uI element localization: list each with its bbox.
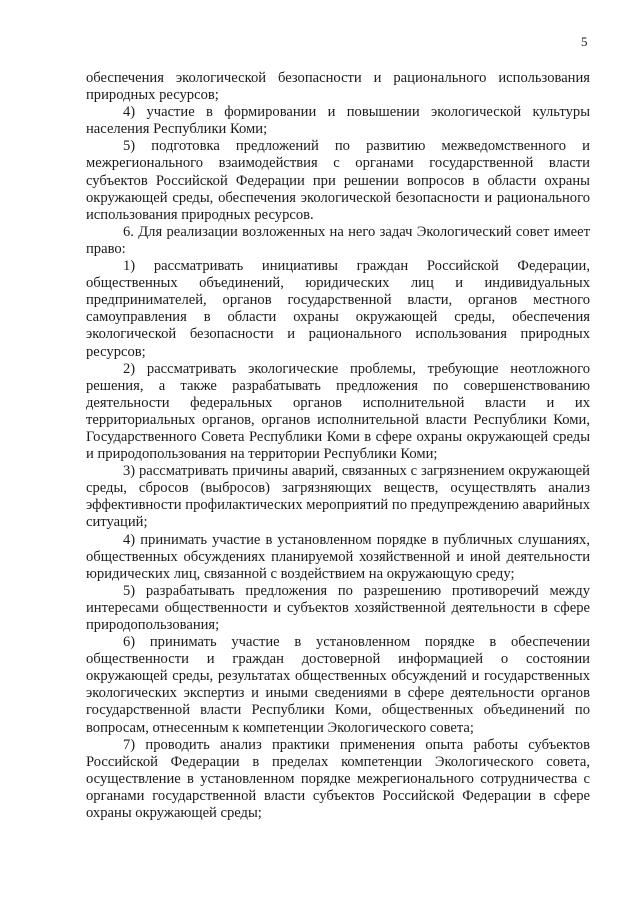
right-6-information: 6) принимать участие в установленном порядке в обеспечении общественности и граждан достоверной информацией о состоянии окружающей среды, результатах общественных обсуждений и государственных экологических экспертиз и иными сведениями в сфере деятельности органов государственной власти Республики Коми, общественных объединений по вопросам, отнесенным к компетенции Экологического совета; bbox=[86, 634, 590, 736]
document-body bbox=[86, 70, 590, 822]
list-item-5-proposals: 5) подготовка предложений по развитию межведомственного и межрегионального взаимодействия с органами государственной власти субъектов Российской Федерации при решении вопросов в области охраны окружающей среды, обеспечения экологической безопасности и рационального использования природных ресурсов. bbox=[86, 138, 590, 223]
list-item-4-culture: 4) участие в формировании и повышении экологической культуры населения Республики Коми; bbox=[86, 104, 590, 138]
right-2-problems: 2) рассматривать экологические проблемы, требующие неотложного решения, а также разрабатывать предложения по совершенствованию деятельности федеральных органов исполнительной власти и их территориальных органов, органов исполнительной власти Республики Коми, Государственного Совета Республики Коми в сфере охраны окружающей среды и природопользования на территории Республики Коми; bbox=[86, 360, 590, 463]
right-4-hearings: 4) принимать участие в установленном порядке в публичных слушаниях, общественных обсуждениях планируемой хозяйственной и иной деятельности юридических лиц, связанной с воздействием на окружающую среду; bbox=[86, 531, 590, 582]
section-6-rights-heading: 6. Для реализации возложенных на него задач Экологический совет имеет право: bbox=[86, 223, 590, 257]
right-3-accidents: 3) рассматривать причины аварий, связанных с загрязнением окружающей среды, сбросов (выбросов) загрязняющих веществ, осуществлять анализ эффективности профилактических мероприятий по предупреждению аварийных ситуаций; bbox=[86, 463, 590, 531]
right-7-analysis: 7) проводить анализ практики применения опыта работы субъектов Российской Федерации в пределах компетенции Экологического совета, осуществление в установленном порядке межрегионального сотрудничества с органами государственной власти субъектов Российской Федерации в сфере охраны окружающей среды; bbox=[86, 736, 590, 822]
right-1-initiatives: 1) рассматривать инициативы граждан Российской Федерации, общественных объединений, юридических лиц и индивидуальных предпринимателей, органов государственной власти, органов местного самоуправления в области охраны окружающей среды, обеспечения экологической безопасности и рационального использования природных ресурсов; bbox=[86, 258, 590, 360]
paragraph-continuation: обеспечения экологической безопасности и рационального использования природных ресурсов; bbox=[86, 70, 590, 104]
page-number: 5 bbox=[581, 34, 588, 49]
right-5-contradictions: 5) разрабатывать предложения по разрешению противоречий между интересами общественности и субъектов хозяйственной деятельности в сфере природопользования; bbox=[86, 582, 590, 633]
